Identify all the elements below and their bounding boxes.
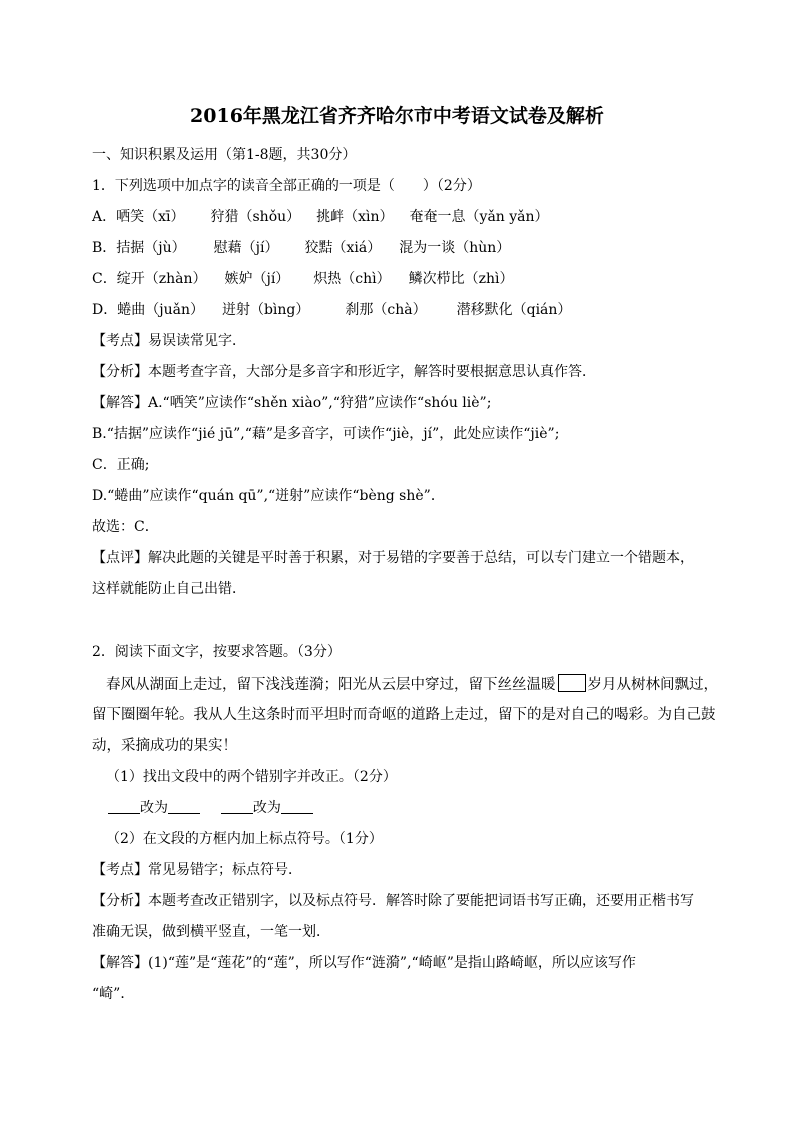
q1-dianping — [92, 548, 694, 568]
option-item: 拮据（jù） — [116, 240, 186, 256]
answer-blank[interactable] — [221, 799, 253, 814]
option-item: 迸射（bìng） — [221, 302, 310, 318]
q2-sub2: （2）在文段的方框内加上标点符号。（1分） — [106, 831, 383, 847]
punctuation-box[interactable] — [558, 674, 586, 692]
q1-option-a — [92, 207, 549, 227]
option-item: 狡黠（xiá） — [304, 240, 382, 256]
q2-passage-line-3: 动，采摘成功的果实！ — [92, 738, 237, 754]
answer-blank[interactable] — [108, 799, 140, 814]
jieda-tag: 【解答】 — [92, 955, 148, 971]
kaodian-tag: 【考点】 — [92, 862, 148, 878]
passage-text: 春风从湖面上走过，留下浅浅莲漪；阳光从云层中穿过，留下丝丝温暖 — [106, 677, 556, 693]
jieda-text: (1)“莲”是“莲花”的“莲”，所以写作“涟漪”,“崎岖”是指山路崎岖，所以应该写作 — [148, 955, 636, 971]
kaodian-text: 常见易错字；标点符号． — [148, 862, 302, 878]
gaiwei-label: 改为 — [252, 800, 281, 816]
option-item: 炽热（chì） — [313, 271, 391, 287]
q1-option-c — [92, 269, 514, 289]
q1-kaodian — [92, 331, 246, 351]
q2-jieda-cont: “崎”． — [92, 986, 135, 1002]
q2-fenxi-cont: 准确无误，做到横平竖直，一笔一划． — [92, 924, 330, 940]
answer-blank[interactable] — [281, 799, 313, 814]
option-item: 哂笑（xī） — [116, 209, 185, 225]
gaiwei-label: 改为 — [140, 800, 168, 816]
option-item: 刹那（chà） — [345, 302, 427, 318]
fenxi-text: 本题考查字音，大部分是多音字和形近字，解答时要根据意思认真作答． — [148, 364, 596, 380]
dianping-text: 解决此题的关键是平时善于积累，对于易错的字要善于总结，可以专门建立一个错题本， — [148, 550, 694, 566]
q1-option-b — [92, 238, 510, 258]
jieda-text: A.“哂笑”应读作“shěn xiào”,“狩猎”应读作“shóu liè”; — [148, 395, 492, 411]
fenxi-tag: 【分析】 — [92, 364, 148, 380]
dianping-tag: 【点评】 — [92, 550, 148, 566]
q2-sub1: （1）找出文段中的两个错别字并改正。（2分） — [106, 769, 397, 785]
q1-dianping-cont: 这样就能防止自己出错． — [92, 581, 246, 597]
fenxi-tag: 【分析】 — [92, 893, 148, 909]
option-item: 绽开（zhàn） — [116, 271, 207, 287]
option-item: 鳞次栉比（zhì） — [408, 271, 514, 287]
jieda-tag: 【解答】 — [92, 395, 148, 411]
option-item: 挑衅（xìn） — [316, 209, 394, 225]
option-item: 慰藉（jí） — [213, 240, 279, 256]
answer-blank[interactable] — [168, 799, 200, 814]
option-item: 狩猎（shǒu） — [210, 209, 301, 225]
q2-answer-blanks — [108, 798, 313, 818]
q1-fenxi — [92, 362, 596, 382]
option-label: A． — [92, 209, 117, 225]
q1-stem: 1．下列选项中加点字的读音全部正确的一项是（ ）（2分） — [92, 178, 481, 194]
fenxi-text: 本题考查改正错别字，以及标点符号．解答时除了要能把词语书写正确，还要用正楷书写 — [148, 893, 694, 909]
q2-jieda — [92, 953, 636, 973]
q1-answer: 故选：C． — [92, 519, 159, 535]
q2-passage-line-2: 留下圈圈年轮。我从人生这条时而平坦时而奇岖的道路上走过，留下的是对自己的喝彩。为自己鼓 — [92, 707, 716, 723]
q2-passage-line-1 — [106, 674, 718, 695]
q1-jieda-d: D.“蜷曲”应读作“quán qū”,“迸射”应读作“bèng shè”． — [92, 488, 445, 504]
option-item: 奄奄一息（yǎn yǎn） — [409, 209, 549, 225]
q1-jieda-c: C．正确; — [92, 457, 150, 473]
option-item: 蜷曲（juǎn） — [117, 302, 204, 318]
q2-kaodian — [92, 860, 302, 880]
option-item: 嫉妒（jí） — [224, 271, 290, 287]
option-label: C． — [92, 271, 117, 287]
section-heading: 一、知识积累及运用（第1-8题，共30分） — [92, 147, 357, 163]
option-label: B． — [92, 240, 117, 256]
q1-jieda-b: B.“拮据”应读作“jié jū”,“藉”是多音字，可读作“jiè，jí”，此处应读作“jiè”; — [92, 426, 560, 442]
q2-stem: 2．阅读下面文字，按要求答题。（3分） — [92, 644, 341, 660]
kaodian-tag: 【考点】 — [92, 333, 148, 349]
option-item: 混为一谈（hùn） — [399, 240, 511, 256]
kaodian-text: 易误读常见字． — [148, 333, 246, 349]
q1-jieda — [92, 393, 491, 413]
q1-option-d — [92, 300, 571, 320]
option-label: D． — [92, 302, 118, 318]
q2-fenxi — [92, 891, 694, 911]
passage-text: 岁月从树林间飘过， — [587, 677, 718, 693]
page-title: 2016年黑龙江省齐齐哈尔市中考语文试卷及解析 — [190, 105, 604, 127]
option-item: 潜移默化（qián） — [456, 302, 572, 318]
